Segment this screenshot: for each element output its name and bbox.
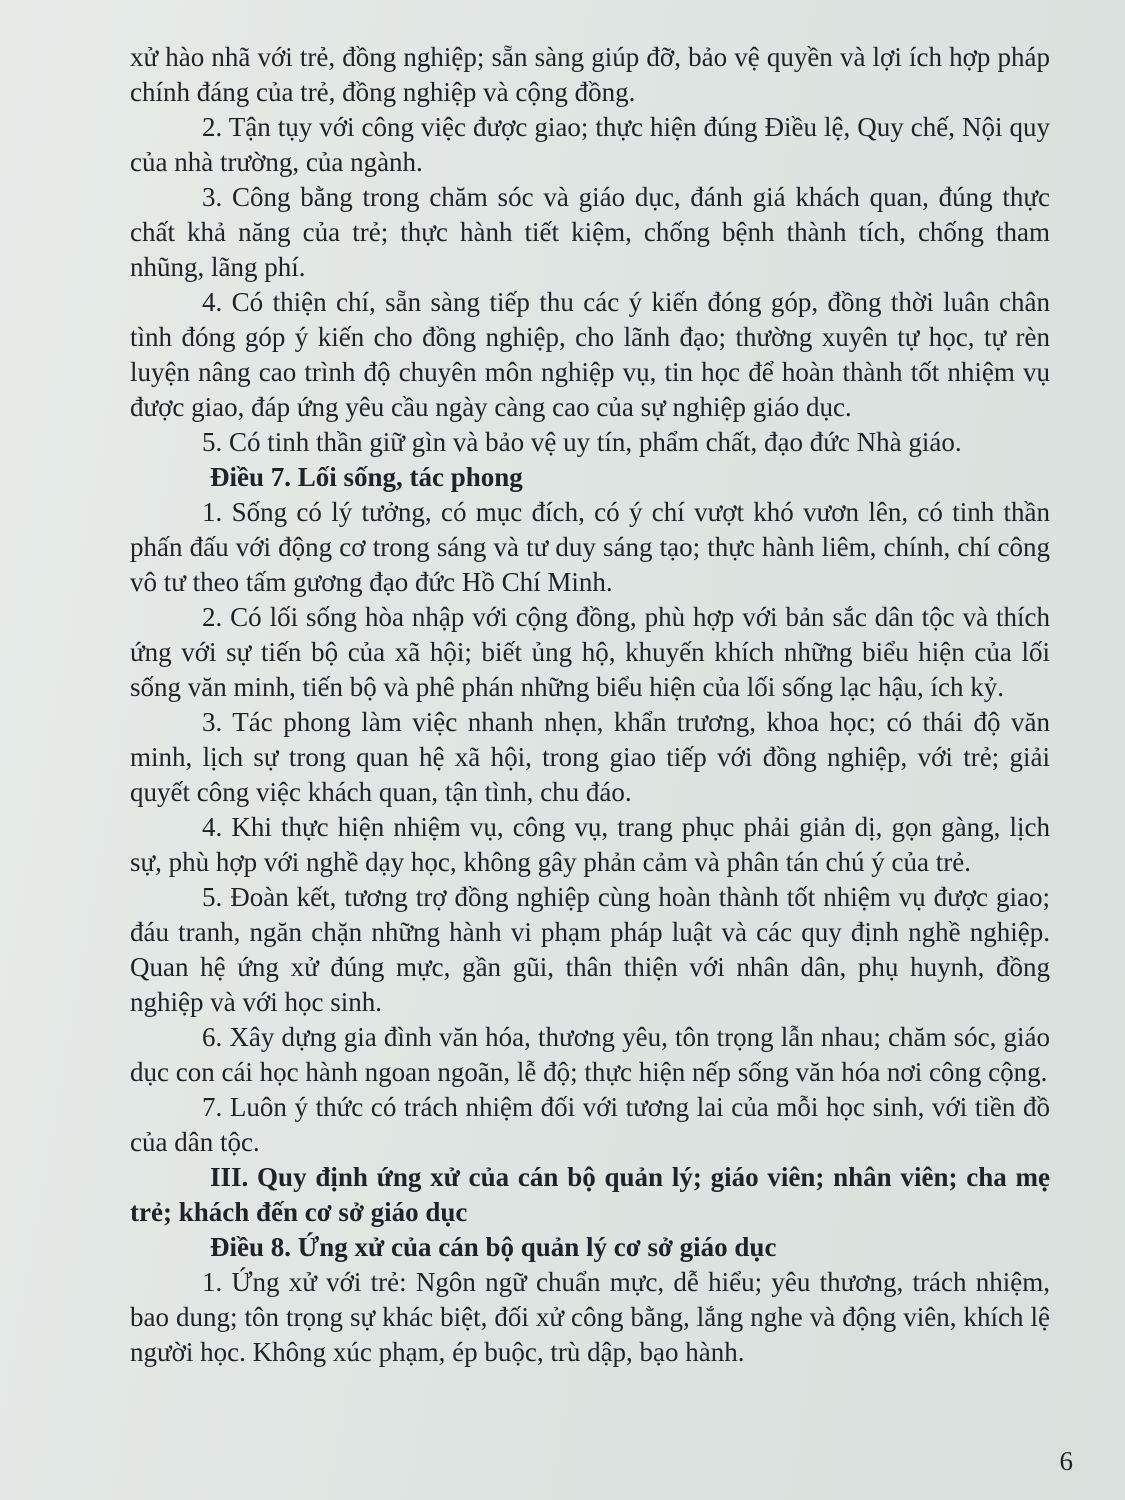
article-8-item-1: 1. Ứng xử với trẻ: Ngôn ngữ chuẩn mực, dễ hiểu; yêu thương, trách nhiệm, bao dung; tôn trọng sự khác biệt, đối xử công bằng, lắng nghe và động viên, khích lệ người học. Không xúc phạm, ép buộc, trù dập, bạo hành. [130,1267,1050,1367]
article-7-item-4: 4. Khi thực hiện nhiệm vụ, công vụ, trang phục phải giản dị, gọn gàng, lịch sự, phù hợp với nghề dạy học, không gây phản cảm và phân tán chú ý của trẻ. [130,812,1050,877]
paragraph-item-2: 2. Tận tụy với công việc được giao; thực hiện đúng Điều lệ, Quy chế, Nội quy của nhà trường, của ngành. [130,112,1050,177]
paragraph-continuation: xử hào nhã với trẻ, đồng nghiệp; sẵn sàng giúp đỡ, bảo vệ quyền và lợi ích hợp pháp chính đáng của trẻ, đồng nghiệp và cộng đồng. [130,42,1050,107]
paragraph-item-3: 3. Công bằng trong chăm sóc và giáo dục, đánh giá khách quan, đúng thực chất khả năng của trẻ; thực hành tiết kiệm, chống bệnh thành tích, chống tham nhũng, lãng phí. [130,182,1050,282]
article-7-item-7: 7. Luôn ý thức có trách nhiệm đối với tương lai của mỗi học sinh, với tiền đồ của dân tộc. [130,1092,1050,1157]
document-body [130,40,1050,1370]
paragraph-item-4: 4. Có thiện chí, sẵn sàng tiếp thu các ý kiến đóng góp, đồng thời luân chân tình đóng góp ý kiến cho đồng nghiệp, cho lãnh đạo; thường xuyên tự học, tự rèn luyện nâng cao trình độ chuyên môn nghiệp vụ, tin học để hoàn thành tốt nhiệm vụ được giao, đáp ứng yêu cầu ngày càng cao của sự nghiệp giáo dục. [130,287,1050,422]
article-7-item-1: 1. Sống có lý tưởng, có mục đích, có ý chí vượt khó vươn lên, có tinh thần phấn đấu với động cơ trong sáng và tư duy sáng tạo; thực hành liêm, chính, chí công vô tư theo tấm gương đạo đức Hồ Chí Minh. [130,497,1050,597]
article-7-item-3: 3. Tác phong làm việc nhanh nhẹn, khẩn trương, khoa học; có thái độ văn minh, lịch sự trong quan hệ xã hội, trong giao tiếp với đồng nghiệp, với trẻ; giải quyết công việc khách quan, tận tình, chu đáo. [130,707,1050,807]
paragraph-item-5: 5. Có tinh thần giữ gìn và bảo vệ uy tín, phẩm chất, đạo đức Nhà giáo. [202,427,962,457]
article-7-item-6: 6. Xây dựng gia đình văn hóa, thương yêu, tôn trọng lẫn nhau; chăm sóc, giáo dục con cái học hành ngoan ngoãn, lễ độ; thực hiện nếp sống văn hóa nơi công cộng. [130,1022,1050,1087]
article-7-item-2: 2. Có lối sống hòa nhập với cộng đồng, phù hợp với bản sắc dân tộc và thích ứng với sự tiến bộ của xã hội; biết ủng hộ, khuyến khích những biểu hiện của lối sống văn minh, tiến bộ và phê phán những biểu hiện của lối sống lạc hậu, ích kỷ. [130,602,1050,702]
page-number: 6 [1059,1446,1073,1476]
article-8-heading: Điều 8. Ứng xử của cán bộ quản lý cơ sở giáo dục [210,1232,777,1262]
article-7-heading: Điều 7. Lối sống, tác phong [210,462,523,492]
section-iii-heading: III. Quy định ứng xử của cán bộ quản lý; giáo viên; nhân viên; cha mẹ trẻ; khách đến cơ sở giáo dục [130,1162,1050,1227]
article-7-item-5: 5. Đoàn kết, tương trợ đồng nghiệp cùng hoàn thành tốt nhiệm vụ được giao; đáu tranh, ngăn chặn những hành vi phạm pháp luật và các quy định nghề nghiệp. Quan hệ ứng xử đúng mực, gần gũi, thân thiện với nhân dân, phụ huynh, đồng nghiệp và với học sinh. [130,882,1050,1017]
